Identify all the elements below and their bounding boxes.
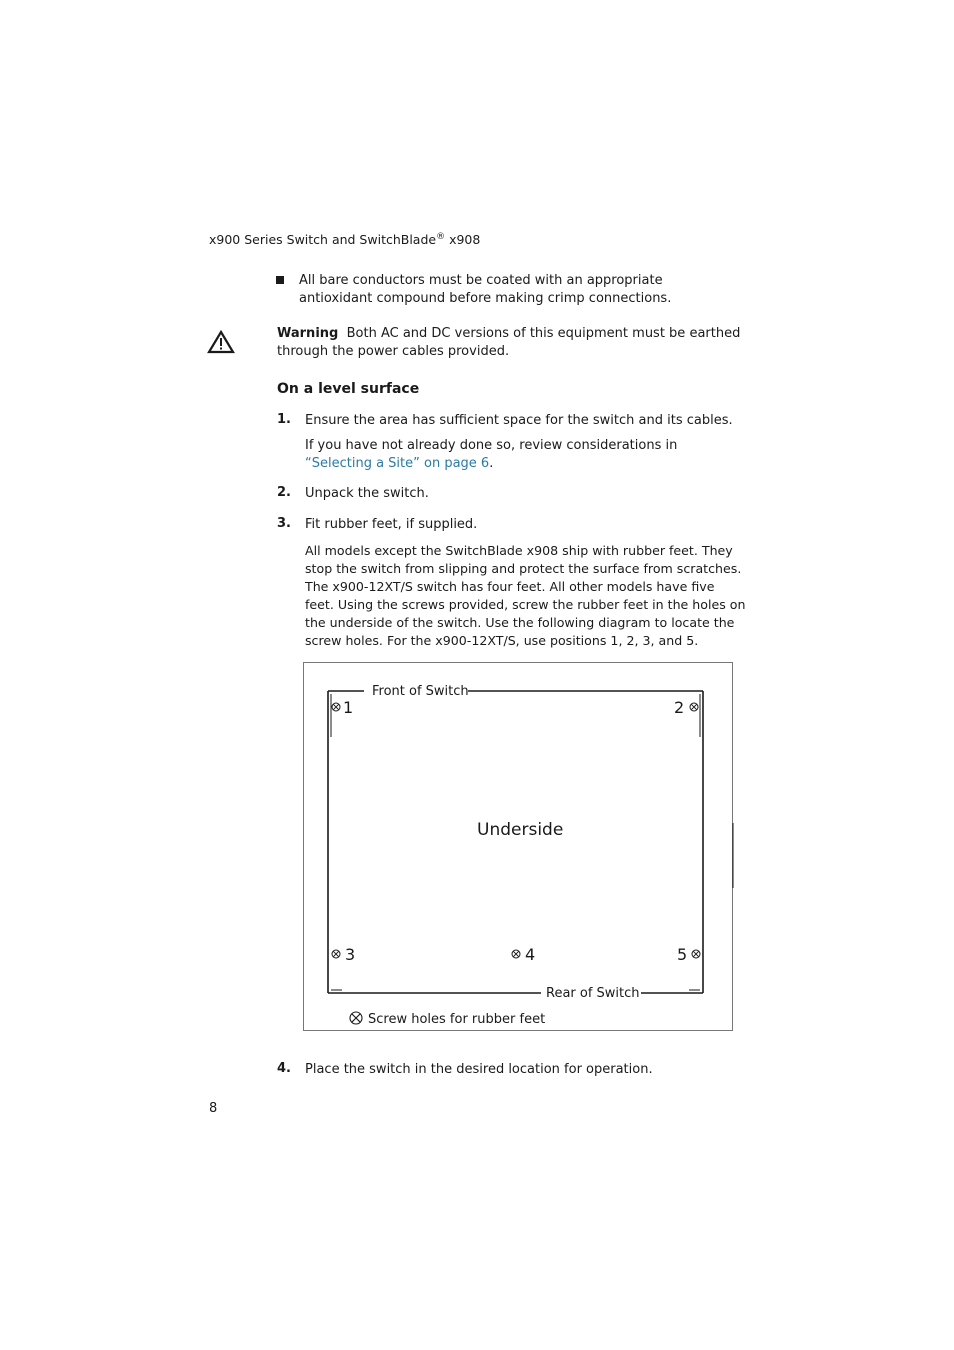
step-text: Unpack the switch. bbox=[305, 486, 429, 501]
bullet-square-icon bbox=[276, 276, 284, 284]
underside-diagram bbox=[303, 662, 733, 1031]
bullet-text: All bare conductors must be coated with an appropriate antioxidant compound before making crimp connections. bbox=[299, 273, 672, 306]
running-header bbox=[209, 232, 480, 247]
screw-hole-icon bbox=[332, 950, 340, 958]
legend-screw-hole-icon bbox=[350, 1012, 362, 1024]
front-label-text: Front of Switch bbox=[372, 684, 469, 699]
underside-label bbox=[477, 820, 563, 840]
step-note: All models except the SwitchBlade x908 ship with rubber feet. They stop the switch from slipping and protect the surface from scratches. The x900-12XT/S switch has four feet. All other models have five feet. Using the screws provided, screw the rubber feet in the holes on the underside of the switch. Use the following diagram to locate the screw holes. For the x900-12XT/S, use positions 1, 2, 3, and 5. bbox=[305, 543, 746, 648]
step-number: 3. bbox=[277, 516, 291, 531]
screw-hole-icon bbox=[692, 950, 700, 958]
step-text: Fit rubber feet, if supplied. bbox=[305, 517, 478, 532]
warning-label: Warning bbox=[277, 326, 339, 341]
hole-number: 5 bbox=[677, 945, 688, 964]
step-number: 4. bbox=[277, 1061, 291, 1076]
header-model: x908 bbox=[445, 232, 481, 247]
warning-block bbox=[277, 325, 747, 361]
step-note-text: If you have not already done so, review considerations in bbox=[305, 438, 678, 453]
header-title: x900 Series Switch and SwitchBlade bbox=[209, 232, 437, 247]
hole-number: 3 bbox=[345, 945, 356, 964]
registered-mark: ® bbox=[436, 232, 446, 242]
rear-label bbox=[546, 986, 640, 1001]
screw-hole-icon bbox=[512, 950, 520, 958]
screw-hole-icon bbox=[690, 703, 698, 711]
section-heading: On a level surface bbox=[277, 381, 420, 397]
step-text: Ensure the area has sufficient space for the switch and its cables. bbox=[305, 413, 733, 428]
hole-number: 4 bbox=[525, 945, 536, 964]
hole-number: 2 bbox=[674, 698, 685, 717]
warning-triangle-icon bbox=[207, 330, 235, 358]
step-number: 1. bbox=[277, 412, 291, 427]
warning-text: Both AC and DC versions of this equipment must be earthed through the power cables provided. bbox=[277, 326, 741, 359]
page-number: 8 bbox=[209, 1101, 218, 1116]
legend-label: Screw holes for rubber feet bbox=[368, 1012, 546, 1027]
screw-hole-icon bbox=[332, 703, 340, 711]
underside-label-text: Underside bbox=[477, 820, 564, 840]
rear-label-text: Rear of Switch bbox=[546, 986, 640, 1001]
hole-number: 1 bbox=[343, 698, 354, 717]
step-text: Place the switch in the desired location for operation. bbox=[305, 1062, 653, 1077]
front-label bbox=[372, 684, 469, 699]
step-number: 2. bbox=[277, 485, 291, 500]
selecting-site-link[interactable]: “Selecting a Site” on page 6 bbox=[305, 456, 490, 471]
step-note bbox=[305, 437, 745, 473]
step-note-end: . bbox=[489, 456, 494, 471]
